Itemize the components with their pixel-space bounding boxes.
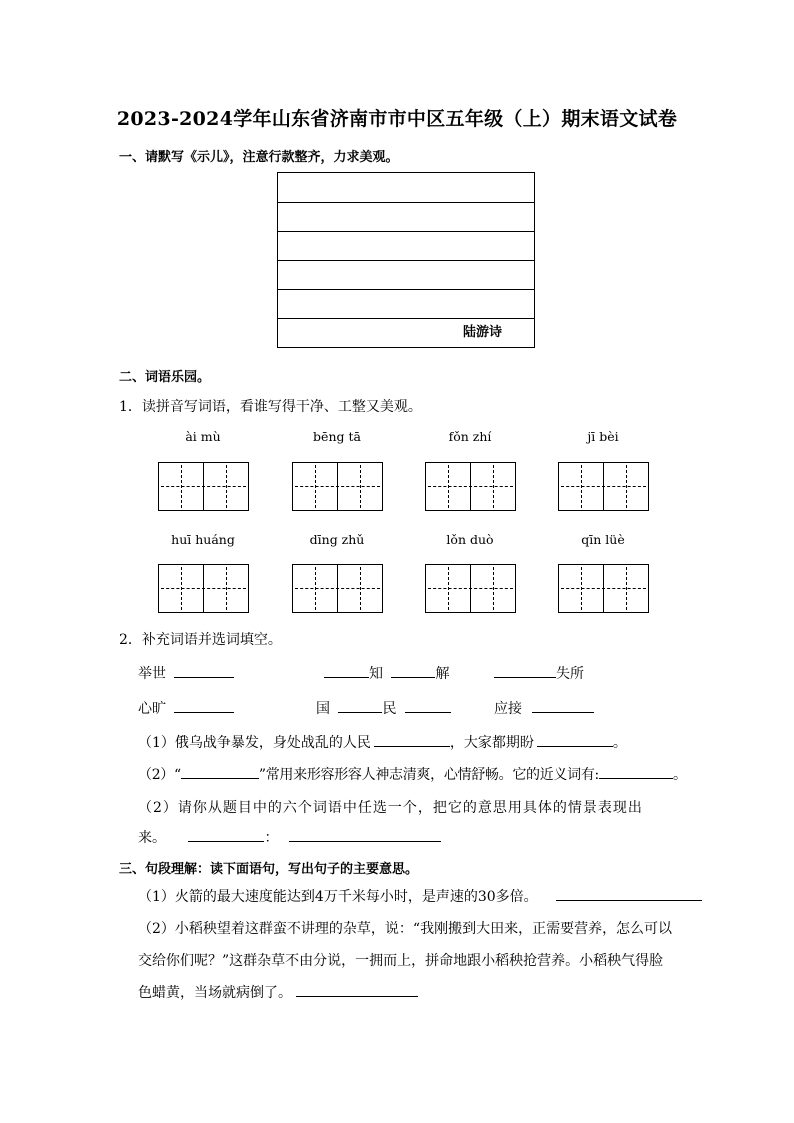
- sub-question-text: （1）俄乌战争暴发，身处战乱的人民: [138, 735, 371, 751]
- character-grid[interactable]: [425, 564, 516, 613]
- blank-input[interactable]: [324, 665, 369, 678]
- q2-instruction: 2．补充词语并选词填空。: [119, 632, 282, 648]
- pinyin-label: bēng tā: [313, 429, 361, 444]
- sub-question-3-line2: [138, 827, 441, 847]
- poem-line: [278, 231, 534, 232]
- section3-q2-line3: [138, 982, 418, 1002]
- blank-input[interactable]: [174, 700, 234, 713]
- sub-question-3-line1: （2）请你从题目中的六个词语中任选一个，把它的意思用具体的情景表现出: [138, 800, 643, 816]
- idiom-text: 解: [435, 666, 450, 682]
- character-grid[interactable]: [158, 462, 249, 511]
- idiom-item: [494, 663, 584, 683]
- section3-q1: [138, 886, 702, 906]
- sub-question-text: 。: [672, 767, 687, 783]
- poem-author: 陆游诗: [462, 325, 502, 340]
- character-grid[interactable]: [558, 462, 649, 511]
- blank-input[interactable]: [181, 766, 259, 779]
- section3-q2-line1: （2）小稻秧望着这群蛮不讲理的杂草，说：“我刚搬到大田来，正需要营养，怎么可以: [138, 921, 673, 937]
- poem-writing-box[interactable]: [277, 172, 535, 348]
- blank-input[interactable]: [391, 665, 435, 678]
- idiom-item: [324, 663, 449, 683]
- q1-instruction: 1．读拼音写词语，看谁写得干净、工整又美观。: [119, 399, 422, 415]
- pinyin-label: huī huáng: [171, 532, 235, 547]
- section3-q2-line2: 交给你们呢？”这群杂草不由分说，一拥而上，拼命地跟小稻秧抢营养。小稻秧气得脸: [138, 953, 664, 969]
- idiom-text: 国: [316, 701, 330, 717]
- character-grid[interactable]: [558, 564, 649, 613]
- blank-input[interactable]: [338, 700, 382, 713]
- poem-line: [278, 318, 534, 319]
- blank-input[interactable]: [532, 700, 594, 713]
- sub-question-text: ”常用来形容形容人神志清爽，心情舒畅。它的近义词有:: [258, 767, 599, 783]
- section2-heading: 二、词语乐园。: [119, 370, 211, 385]
- pinyin-label: fǒn zhí: [448, 429, 492, 444]
- section1-heading: 一、请默写《示儿》，注意行款整齐，力求美观。: [119, 150, 399, 165]
- blank-input[interactable]: [599, 766, 673, 779]
- idiom-text: 心旷: [138, 701, 166, 717]
- pinyin-label: qīn lüè: [581, 532, 625, 547]
- sub-question-text: ：: [264, 830, 279, 846]
- poem-line: [278, 260, 534, 261]
- idiom-item: [316, 698, 451, 718]
- section3-heading: 三、句段理解：读下面语句，写出句子的主要意思。: [119, 862, 419, 877]
- pinyin-label: jī bèi: [587, 429, 619, 444]
- question-text: 色蜡黄，当场就病倒了。: [138, 985, 292, 1001]
- sub-question-text: 。: [612, 735, 627, 751]
- blank-input[interactable]: [537, 734, 613, 747]
- sub-question-text: （2）“: [138, 767, 181, 783]
- blank-input[interactable]: [556, 888, 702, 901]
- question-text: （1）火箭的最大速度能达到4万千米每小时，是声速的30多倍。: [138, 889, 538, 905]
- blank-input[interactable]: [374, 734, 450, 747]
- idiom-text: 失所: [556, 666, 584, 682]
- idiom-text: 知: [369, 666, 383, 682]
- poem-line: [278, 289, 534, 290]
- blank-input[interactable]: [289, 829, 441, 842]
- sub-question-1: [138, 732, 627, 752]
- character-grid[interactable]: [292, 564, 383, 613]
- blank-input[interactable]: [296, 984, 418, 997]
- idiom-item: [138, 663, 234, 683]
- blank-input[interactable]: [405, 700, 451, 713]
- sub-question-text: ，大家都期盼: [449, 735, 534, 751]
- idiom-text: 举世: [138, 666, 166, 682]
- blank-input[interactable]: [174, 665, 234, 678]
- sub-question-text: 来。: [138, 830, 166, 846]
- pinyin-label: lǒn duò: [446, 532, 494, 547]
- poem-line: [278, 202, 534, 203]
- character-grid[interactable]: [158, 564, 249, 613]
- character-grid[interactable]: [292, 462, 383, 511]
- blank-input[interactable]: [494, 665, 556, 678]
- idiom-text: 民: [382, 701, 397, 717]
- blank-input[interactable]: [188, 829, 264, 842]
- pinyin-label: dīng zhǔ: [309, 532, 365, 547]
- idiom-text: 应接: [494, 701, 522, 717]
- idiom-item: [138, 698, 234, 718]
- idiom-item: [494, 698, 594, 718]
- pinyin-label: ài mù: [185, 429, 221, 444]
- character-grid[interactable]: [425, 462, 516, 511]
- page-title: 2023-2024学年山东省济南市市中区五年级（上）期末语文试卷: [116, 108, 678, 130]
- sub-question-2: [138, 764, 687, 784]
